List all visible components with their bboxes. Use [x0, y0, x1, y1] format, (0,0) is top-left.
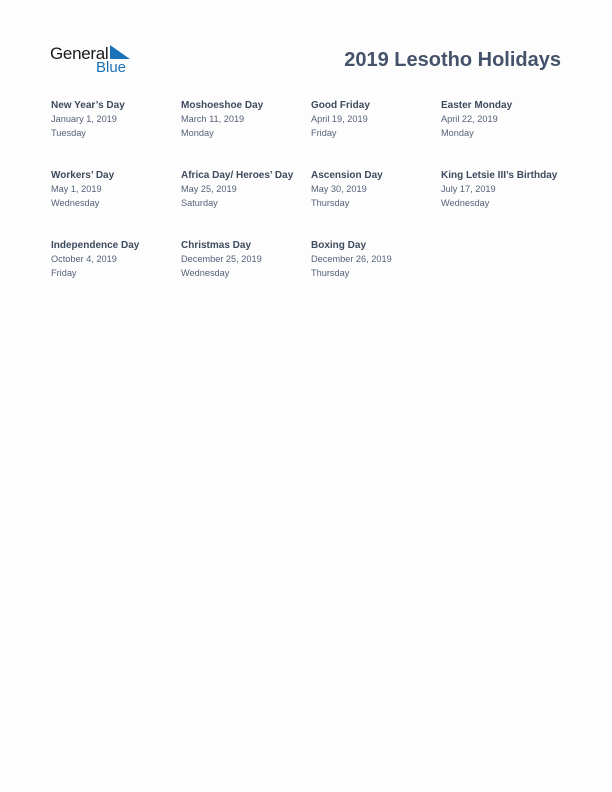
holiday-row: [51, 99, 571, 169]
holiday-name: Independence Day: [51, 240, 140, 251]
holiday-date: March 11, 2019: [181, 114, 245, 124]
logo-text-blue: Blue: [96, 59, 127, 76]
holiday-entry: [311, 239, 441, 309]
holiday-name: King Letsie III’s Birthday: [441, 170, 558, 181]
holiday-weekday: Monday: [181, 128, 214, 138]
holiday-weekday: Saturday: [181, 198, 218, 208]
logo-text-general: General: [50, 44, 109, 63]
holiday-entry: [181, 99, 311, 169]
holiday-date: December 25, 2019: [181, 254, 262, 264]
holiday-name: Good Friday: [311, 100, 370, 111]
holiday-date: May 1, 2019: [51, 184, 102, 194]
holiday-weekday: Thursday: [311, 198, 350, 208]
holiday-weekday: Wednesday: [51, 198, 100, 208]
holiday-entry: [441, 169, 571, 239]
holiday-entry: [441, 99, 571, 169]
logo-triangle-icon: [110, 45, 130, 59]
holiday-date: December 26, 2019: [311, 254, 392, 264]
holiday-name: New Year’s Day: [51, 100, 125, 111]
holiday-date: January 1, 2019: [51, 114, 117, 124]
holiday-date: May 25, 2019: [181, 184, 237, 194]
holiday-date: April 22, 2019: [441, 114, 498, 124]
holiday-name: Africa Day/ Heroes’ Day: [181, 170, 294, 181]
holiday-entry: [51, 239, 181, 309]
holiday-entry: [311, 99, 441, 169]
holiday-entry: [51, 169, 181, 239]
holiday-weekday: Thursday: [311, 268, 350, 278]
holiday-weekday: Wednesday: [441, 198, 490, 208]
holiday-date: May 30, 2019: [311, 184, 367, 194]
holiday-row: [51, 239, 571, 309]
holiday-weekday: Friday: [51, 268, 77, 278]
holiday-name: Christmas Day: [181, 240, 252, 251]
holiday-name: Boxing Day: [311, 240, 367, 251]
holiday-weekday: Wednesday: [181, 268, 230, 278]
holiday-weekday: Friday: [311, 128, 337, 138]
holiday-name: Ascension Day: [311, 170, 383, 181]
holiday-entry: [181, 239, 311, 309]
holiday-entry: [181, 169, 311, 239]
holiday-entry: [51, 99, 181, 169]
holiday-name: Easter Monday: [441, 100, 513, 111]
holiday-name: Workers’ Day: [51, 170, 115, 181]
holiday-row: [51, 169, 571, 239]
general-blue-logo: [50, 44, 140, 78]
page-title: 2019 Lesotho Holidays: [344, 49, 561, 71]
holiday-grid: [51, 99, 571, 309]
holiday-weekday: Tuesday: [51, 128, 86, 138]
holiday-date: October 4, 2019: [51, 254, 117, 264]
holiday-weekday: Monday: [441, 128, 474, 138]
holiday-date: July 17, 2019: [441, 184, 496, 194]
holiday-name: Moshoeshoe Day: [181, 100, 264, 111]
holiday-entry: [311, 169, 441, 239]
holiday-date: April 19, 2019: [311, 114, 368, 124]
